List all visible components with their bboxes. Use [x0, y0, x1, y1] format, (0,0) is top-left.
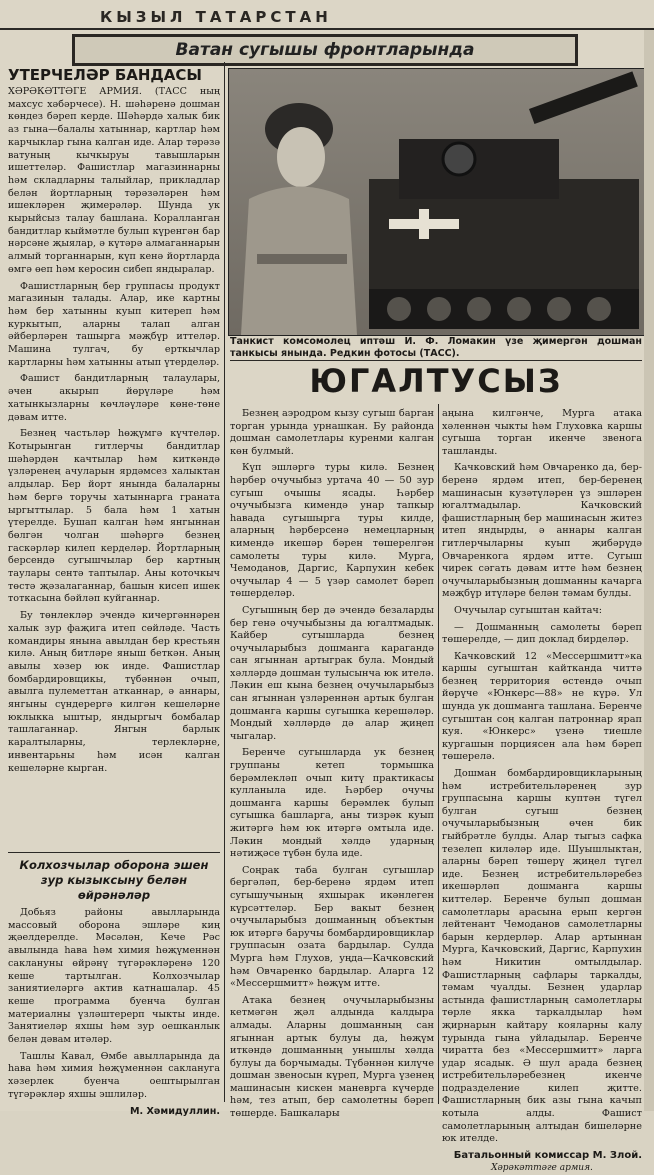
- paragraph: Сугышның бер дә эчендә безаларды бер генә очучыбызны да югалтмадык. Кайбер сугышларда безнең очучыларыбыз дошманга карагандә сан ягыннан артыграк була. Мондый хәлләрдә дошман тулысынча юк ителә. Ләкин еш кына безнең очучыларыбыз сан ягыннан үзләреннән артык булган дошманга каршы сугышка керешәләр. Мондый хәлләрдә дә алар җиңеп чыгалар.: [230, 604, 434, 742]
- photo-caption: Танкист комсомолец иптәш И. Ф. Ломакин үзе җимергән дошман танкысы янында. Редкин фотосы (ТАСС).: [230, 336, 642, 359]
- left-article-2-headline: Колхозчылар оборона эшен зур кызыксыну белән өйрәнәләр: [19, 858, 209, 902]
- paragraph: — Дошманның самолеты бәреп төшерелде, — дип доклад бирделәр.: [442, 621, 642, 646]
- paragraph: Безнең аэродром кызу сугыш барган торган урында урнашкан. Бу районда дошман самолетлары куренми калган көн булмый.: [230, 408, 434, 457]
- article-separator: [8, 852, 220, 853]
- paragraph: Качковский 12 «Мессершмитт»ка каршы сугыштан кайтканда читтә безнең территория өстендә очып йөрүче «Юнкерс—88» не күрә. Ул шунда ук дошманга ташлана. Беренче сугыштан соң калган патроннар ярап куя. «Юнкерс» үзенә тиешле кургашын порциясен ала һәм бәреп төшерелә.: [442, 650, 642, 763]
- page-edge: [644, 30, 654, 1111]
- paragraph: Фашистларның бер группасы продукт магазинын талады. Алар, ике картны һәм бер хатынны куып китереп һәм куркытып, аларны талап алган әйберләрен ташырга мәҗбүр иттеләр. Машина тулгач, бу ерткычлар картларны һәм хатынны атып үтерделәр.: [8, 280, 220, 368]
- paragraph: Беренче сугышларда ук безнең группаны кетеп тормышка берәмлекләп очып китү практикасы кулланыла иде. Һәрбер очучы дошманга каршы берәмлек булып сугышка башларга, аны тизрәк куып житәргә һәм юк итәргә омтыла иде. Ләкин мондый хәлдә ударның нәтиҗәсе түбән була иде.: [230, 747, 434, 860]
- paragraph: аңына килгәнче, Мурга атака хәленнән чыкты һәм Глуховка каршы сугыша торган икенче звенога ташланды.: [442, 408, 642, 457]
- paragraph: Бу төнлекләр эчендә кичергәннәрен халык зур фаҗига итеп сөйләде. Часть командиры янына авылдан бер крестьян килә. Аның битләре яныш беткән. Аның авылы хәзер юк инде. Фашистлар бомбардировщикы, түбәннән очып, авылга пулеметтан атканнар, ә аннары, янгыны сүндерергә килгән кешеләрне юклыкка ыштыр, яндыргыч бомбалар ташлаганнар. Янгын барлык каралтыларны, терлекләрне, инвентарьны һәм исән калган кешеләрне кырган.: [8, 610, 220, 774]
- signature-subtitle: Хәрәкәттәге армия.: [491, 1163, 593, 1174]
- left-article: [8, 66, 220, 779]
- paragraph: ХӘРӘКӘТТӘГЕ АРМИЯ. (ТАСС ның махсус хәбәрчесе). Н. шәһәренә дошман көндез бәреп керде. Шәһәрдә халык бик аз гына—балалы хатыннар, картлар һәм карчыклар гына калган иде. Алар тәрәзә ватуның кычкыруы тавышларын ишеттеләр. Фашистлар магазиннарны һәм складларны талыйлар, прикладлар белән йортларның тәрәзәләрен һәм ишекләрен җимерәләр. Шунда ук кырыйсыз талау башлана. Коралланган бандитлар кыймәтле булып күренгән бар нәрсәне җыялар, ә күтәрә алмаганнарын алмый торганнарын, күп кенә йортларда өмгә өеп һәм керосин сибеп яндыралар.: [8, 86, 220, 275]
- left-article-headline: УТЕРЧЕЛӘР БАНДАСЫ: [8, 66, 202, 84]
- masthead-title: КЫЗЫЛ ТАТАРСТАН: [100, 8, 332, 26]
- main-article-col1: [230, 408, 434, 1125]
- tank-photo: [228, 68, 646, 336]
- masthead-rule: [0, 28, 654, 30]
- caption-rule: [230, 360, 642, 361]
- section-banner: [72, 34, 578, 66]
- signature: М. Хәмидуллин.: [129, 1105, 220, 1117]
- paragraph: Атака безнең очучыларыбызны кетмәгән җәл алдында калдыра алмады. Аларны дошманның сан ягыннан артык булуы да, һөҗүм иткәндә дошманның унышлы хәлда булуы да борчымады. Түбәннән килүче дошман звеносын күреп, Мурга үзенең машинасын кискен маневрга күчерде һәм, тез атып, бер самолетны бәреп төшерде. Башкалары: [230, 994, 434, 1120]
- photo-illustration: [229, 69, 645, 335]
- paragraph: Добьяз районы авылларында массовый оборона эшләре киң җәелдерелде. Мәсәлән, Кече Рәс авылында һава һәм химия һөҗүменнән саклануны өйрәнү түгәрәкләренә 120 кеше тартылган. Колхозчылар заниятиеләргә актив катнашалар. 45 кеше программа буенча булган материалны үзләштерерп чыкты инде. Занятиеләр яхшы һәм зур оешканлык белән дәвам итәләр.: [8, 907, 220, 1046]
- masthead: [0, 0, 654, 30]
- paragraph: Безнең частьләр һөҗүмгә күчтеләр. Котырынган гитлерчы бандитлар шәһәрдән качтылар һәм киткәндә үзләренең ачуларын ярдәмсез халыктан алдылар. Бер йорт янында балаларны һәм бергә торучы хатыннарга граната ыргыттылар. 5 бала һәм 1 хатын үтерелде. Бушап калган һәм янгыннан бөлгән чолган шәһәргә безнең гаскәрләр килеп керделәр. Йортларның берсендә сугышчылар бер картның таулары сентә таптылар. Аны коточкыч төстә җәзалаганнар, башын кисеп ишек тоткасына бәйләп куйганнар.: [8, 428, 220, 605]
- paragraph: Очучылар сугыштан кайтач:: [454, 604, 603, 616]
- section-banner-text: Ватан сугышы фронтларында: [175, 40, 475, 60]
- main-article-col2: [442, 408, 642, 1175]
- paragraph: Фашист бандитларның талаулары, әчен акырып йөрүләре һәм хатынкызларны көчләүләре көне-төне дәвам итте.: [8, 373, 220, 423]
- column-divider: [438, 404, 439, 1104]
- signature: Батальонный комиссар М. Злой.: [453, 1149, 642, 1161]
- paragraph: Дошман бомбардировщикларының һәм истребительләренең зур группасына каршы куптән түгел булган сугыш безнең очучыларыбызның өчен бик гыйбрәтле булды. Алар тыгыз сафка тезелеп киләләр иде. Шуышлыктан, аларны бәреп төшерү җиңел түгел иде. Безнең истребительләребез икешәрләп дошманга каршы киттеләр. Беренче булып дошман самолетлары арасына ерып кергән лейтенант Чемоданов самолетларны барын кердерләр. Алар артыннан Мурга, Качковский, Даргис, Карпухин һәм Никитин омтылдылар. Фашистларның сафлары таркалды, тәмам чуалды. Безнең ударлар астында фашистларның самолетлары төрле якка таркалдылар һәм җирнарын кайтару кояларны калу турында гына уйладылар. Беренче чиратта без «Мессершмитт» ларга удар ясадык. Ә шул арада безнең истребительләребезнең икенче подразделение килеп җитте. Фашистларның бик азы гына качып котыла алды. Фашист самолетларының алтыдан бишеләрне юк ителде.: [442, 768, 642, 1145]
- column-divider: [224, 62, 225, 1102]
- paragraph: Ташлы Кавал, Өмбе авылларында да һава һәм химия һөҗүменнән саклануга хәзерлек буенча оештырылган түгәрәкләр яхшы эшлиләр.: [8, 1050, 220, 1100]
- main-headline: ЮГАЛТУСЫЗ: [309, 362, 563, 400]
- paragraph: Качковский һәм Овчаренко да, бер-беренә ярдәм итеп, бер-беренең машинасын кузәтүләрен үз эшләрен югалтмадылар. Качковский фашистларның бер машинасын житез итеп яндырды, ә аннары калган гитлерчыларны куып җибәрүдә Овчаренкога ярдәм итте. Сугыш чирек сәгать дәвам итте һәм безнең очучыларыбызның дошманны качарга мәҗбүр итүләре белән тәмам булды.: [442, 462, 642, 600]
- left-article-2: [8, 858, 220, 1118]
- paragraph: Күп эшләргә туры килә. Безнең һәрбер очучыбыз уртача 40 — 50 зур сугыш очышы ясады. Һәрбер очучыбызга кимендә унар тапкыр һавада сугышырга туры килде, аларның һәрберсенә немецларның кимендә икешәр бәрен төшерелгән самолеты туры килә. Мурга, Чемоданов, Даргис, Карпухин кебек очучылар 4 — 5 үзәр самолет бәреп төшерделәр.: [230, 462, 434, 600]
- paragraph: Соңрак таба булган сугышлар бергәләп, бер-беренә ярдәм итеп сугышучының яхшырак икәнлеген күрсәттеләр. Бер вакыт безнең очучыларыбыз дошманның объектын юк итәргә баручы бомбардировщиклар группасын озата бардылар. Сулда Мурга һәм Глухов, уңда—Качковский һәм Овчаренко бардылар. Аларга 12 «Мессершмитт» һөҗүм итте.: [230, 864, 434, 990]
